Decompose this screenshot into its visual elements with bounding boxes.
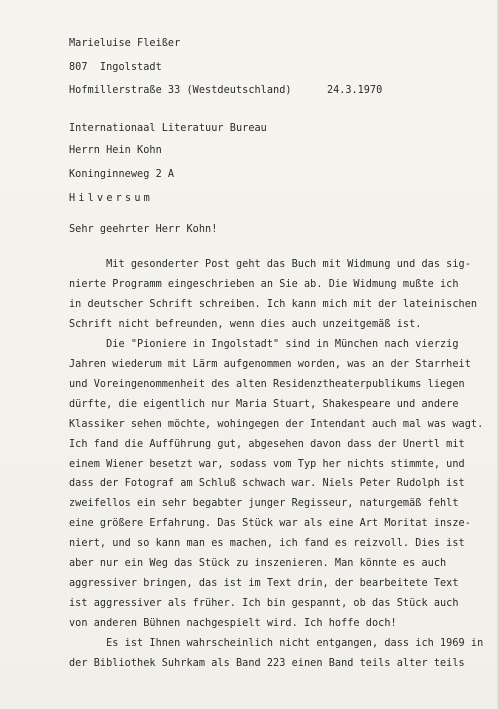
body-line: und Voreingenommenheit des alten Residenztheaterpublikums liegen — [69, 379, 465, 390]
body-line: dürfte, die eigentlich nur Maria Stuart, Shakespeare und andere — [69, 399, 459, 410]
recipient-name: Herrn Hein Kohn — [69, 145, 162, 156]
body-line: Es ist Ihnen wahrscheinlich nicht entgangen, dass ich 1969 in — [69, 638, 484, 649]
body-line: nierte Programm eingeschrieben an Sie ab. Die Widmung mußte ich — [69, 279, 459, 290]
body-line: aggressiver bringen, das ist im Text drin, der bearbeitete Text — [69, 578, 459, 589]
body-line: Jahren wiederum mit Lärm aufgenommen worden, was an der Starrheit — [69, 359, 471, 370]
salutation: Sehr geehrter Herr Kohn! — [69, 224, 218, 235]
body-line: ist aggressiver als früher. Ich bin gespannt, ob das Stück auch — [69, 598, 459, 609]
body-line: der Bibliothek Suhrkam als Band 223 einen Band teils alter teils — [69, 658, 465, 669]
sender-city: 807 Ingolstadt — [69, 62, 162, 73]
body-line: eine größere Erfahrung. Das Stück war als eine Art Moritat insze- — [69, 518, 471, 529]
body-line: einem Wiener besetzt war, sodass vom Typ her nichts stimmte, und — [69, 459, 465, 470]
body-line: zweifellos ein sehr begabter junger Regisseur, naturgemäß fehlt — [69, 498, 459, 509]
body-line: von anderen Bühnen nachgespielt wird. Ich hoffe doch! — [69, 618, 397, 629]
sender-street: Hofmillerstraße 33 (Westdeutschland) — [69, 85, 292, 96]
body-line: Die "Pioniere in Ingolstadt" sind in München nach vierzig — [69, 339, 459, 350]
letter-date: 24.3.1970 — [327, 85, 383, 96]
body-line: aber nur ein Weg das Stück zu inszenieren. Man könnte es auch — [69, 558, 447, 569]
recipient-org: Internationaal Literatuur Bureau — [69, 123, 267, 134]
sender-name: Marieluise Fleißer — [69, 38, 181, 49]
body-line: niert, und so kann man es machen, ich fand es reizvoll. Dies ist — [69, 538, 465, 549]
recipient-city: Hilversum — [69, 193, 154, 204]
body-line: in deutscher Schrift schreiben. Ich kann mich mit der lateinischen — [69, 299, 478, 310]
recipient-street: Koninginneweg 2 A — [69, 169, 175, 180]
body-line: Ich fand die Aufführung gut, abgesehen davon dass der Unertl mit — [69, 439, 465, 450]
body-line: Mit gesonderter Post geht das Buch mit Widmung und das sig- — [69, 259, 471, 270]
body-line: Klassiker sehen möchte, wohingegen der Intendant auch mal was wagt. — [69, 419, 484, 430]
body-line: Schrift nicht befreunden, wenn dies auch unzeitgemäß ist. — [69, 319, 422, 330]
body-line: dass der Fotograf am Schluß schwach war. Niels Peter Rudolph ist — [69, 478, 465, 489]
